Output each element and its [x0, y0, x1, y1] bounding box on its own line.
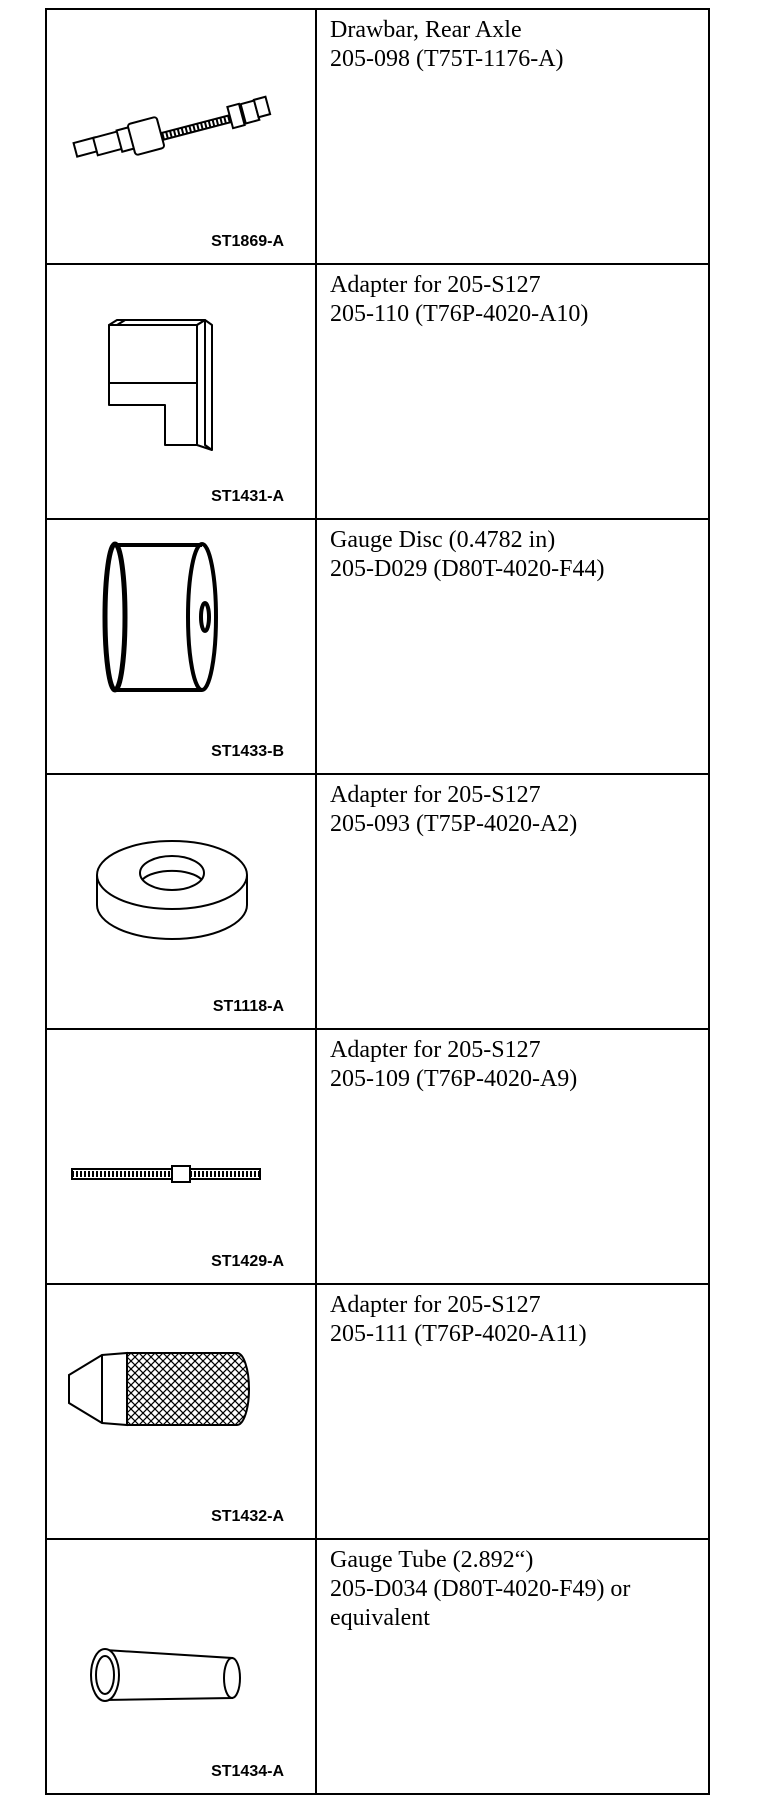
- tool-illustration-cell: [46, 264, 316, 519]
- tool-code: ST1118-A: [212, 998, 284, 1015]
- tool-name: Adapter for 205-S127: [330, 782, 541, 808]
- tool-code: ST1434-A: [211, 1763, 284, 1780]
- tool-illustration-cell: [46, 1539, 316, 1794]
- tool-part-number: 205-D029 (D80T-4020-F44): [330, 556, 605, 582]
- l-block-adapter-icon: [47, 265, 315, 518]
- tool-description-cell: [316, 9, 709, 264]
- table-row: [46, 774, 709, 1029]
- tool-code: ST1869-A: [211, 233, 284, 250]
- tool-part-number: 205-111 (T76P-4020-A11): [330, 1321, 587, 1347]
- gauge-disc-icon: [47, 520, 315, 773]
- threaded-rod-icon: [47, 1030, 315, 1283]
- tool-part-note: equivalent: [330, 1605, 430, 1631]
- gauge-tube-icon: [47, 1540, 315, 1793]
- tool-name: Adapter for 205-S127: [330, 1037, 541, 1063]
- tool-illustration-cell: [46, 519, 316, 774]
- table-row: [46, 1029, 709, 1284]
- tool-illustration-cell: [46, 1029, 316, 1284]
- table-row: [46, 1539, 709, 1794]
- special-tools-table: [45, 8, 710, 1795]
- tool-description-cell: [316, 264, 709, 519]
- table-row: [46, 519, 709, 774]
- tool-part-number: 205-109 (T76P-4020-A9): [330, 1066, 578, 1092]
- tool-code: ST1429-A: [211, 1253, 284, 1270]
- tool-description-cell: [316, 519, 709, 774]
- table-row: [46, 1284, 709, 1539]
- tool-name: Adapter for 205-S127: [330, 272, 541, 298]
- table-row: [46, 9, 709, 264]
- tool-code: ST1432-A: [211, 1508, 284, 1525]
- tool-illustration-cell: [46, 774, 316, 1029]
- tool-name: Drawbar, Rear Axle: [330, 17, 522, 43]
- tool-illustration-cell: [46, 1284, 316, 1539]
- tool-description-cell: [316, 774, 709, 1029]
- tool-name: Adapter for 205-S127: [330, 1292, 541, 1318]
- drawbar-icon: [47, 10, 315, 263]
- tool-name: Gauge Disc (0.4782 in): [330, 527, 556, 553]
- tool-illustration-cell: [46, 9, 316, 264]
- tool-part-number: 205-098 (T75T-1176-A): [330, 46, 564, 72]
- tool-name: Gauge Tube (2.892“): [330, 1547, 534, 1573]
- tool-code: ST1433-B: [211, 743, 284, 760]
- ring-adapter-icon: [47, 775, 315, 1028]
- tool-part-number: 205-110 (T76P-4020-A10): [330, 301, 589, 327]
- tool-code: ST1431-A: [211, 488, 284, 505]
- tool-description-cell: [316, 1029, 709, 1284]
- tool-part-number: 205-093 (T75P-4020-A2): [330, 811, 578, 837]
- table-row: [46, 264, 709, 519]
- tool-description-cell: [316, 1539, 709, 1794]
- tool-description-cell: [316, 1284, 709, 1539]
- tool-part-number: 205-D034 (D80T-4020-F49) or: [330, 1576, 631, 1602]
- knurled-adapter-icon: [47, 1285, 315, 1538]
